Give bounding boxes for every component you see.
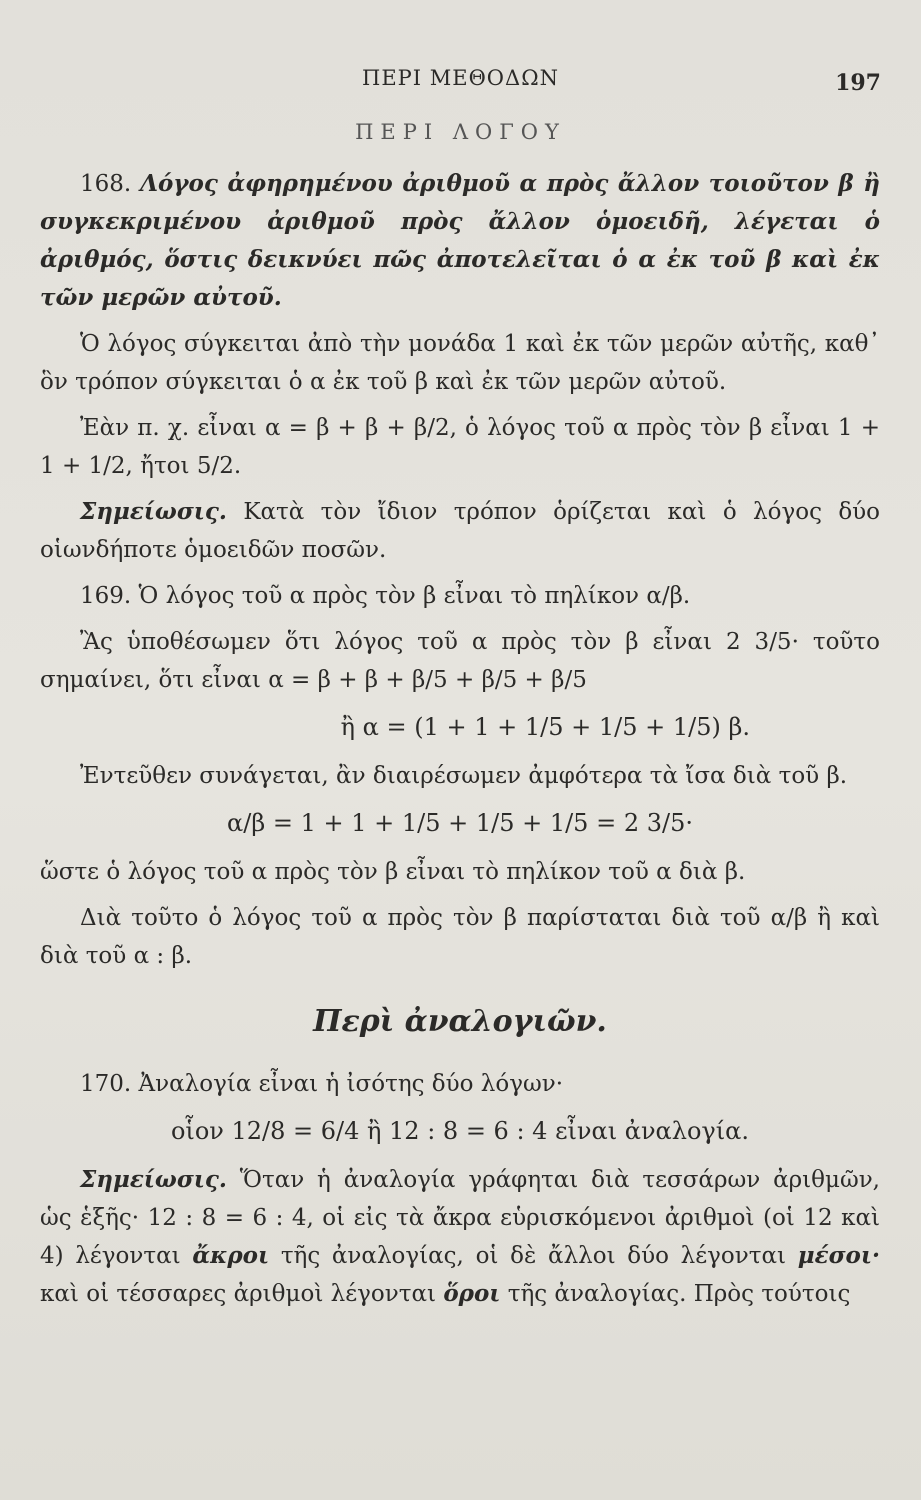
- paragraph-169-derivation: Ἐντεῦθεν συνάγεται, ἂν διαιρέσωμεν ἀμφότερα τὰ ἴσα διὰ τοῦ β.: [80, 763, 848, 789]
- paragraph-169-conclusion: ὥστε ὁ λόγος τοῦ α πρὸς τὸν β εἶναι τὸ πηλίκον τοῦ α διὰ β.: [40, 859, 746, 885]
- note-text-d: τῆς ἀναλογίας. Πρὸς τούτοις: [507, 1281, 851, 1307]
- note-label: Σημείωσις.: [80, 498, 227, 525]
- running-title: ΠΕΡΙ ΜΕΘΟΔΩΝ: [362, 66, 559, 90]
- paragraph-170-note: [40, 1161, 880, 1313]
- term-mesoi: μέσοι·: [797, 1242, 881, 1269]
- paragraph-168-definition: [40, 165, 880, 317]
- note-text-b: τῆς ἀναλογίας, οἱ δὲ ἄλλοι δύο λέγονται: [280, 1243, 787, 1269]
- section-title: ΠΕΡΙ ΛΟΓΟΥ: [355, 120, 566, 144]
- formula-ratio: α/β = 1 + 1 + 1/5 + 1/5 + 1/5 = 2 3/5·: [227, 809, 693, 837]
- definition-text: Λόγος ἀφηρημένου ἀριθμοῦ α πρὸς ἄλλον τοιοῦτον β ἢ συγκεκριμένου ἀριθμοῦ πρὸς ἄλλον ὁμοειδῆ, λέγεται ὁ ἀριθμός, ὅστις δεικνύει πῶς ἀποτελεῖται ὁ α ἐκ τοῦ β καὶ ἐκ τῶν μερῶν αὐτοῦ.: [40, 170, 881, 311]
- paragraph-170: 170. Ἀναλογία εἶναι ἡ ἰσότης δύο λόγων·: [80, 1071, 564, 1097]
- formula-proportion: οἷον 12/8 = 6/4 ἢ 12 : 8 = 6 : 4 εἶναι ἀναλογία.: [170, 1117, 749, 1145]
- note-text: Κατὰ τὸν ἴδιον τρόπον ὁρίζεται καὶ ὁ λόγος δύο οἱωνδήποτε ὁμοειδῶν ποσῶν.: [40, 499, 881, 563]
- paragraph-168-note: [40, 493, 880, 569]
- formula-alpha-expansion: ἢ α = (1 + 1 + 1/5 + 1/5 + 1/5) β.: [340, 713, 750, 741]
- page-body: [40, 165, 880, 1321]
- paragraph-number: 168.: [80, 171, 132, 197]
- term-akroi: ἄκροι: [192, 1242, 270, 1269]
- page-number: 197: [835, 70, 881, 96]
- paragraph-169-assumption: Ἂς ὑποθέσωμεν ὅτι λόγος τοῦ α πρὸς τὸν β εἶναι 2 3/5· τοῦτο σημαίνει, ὅτι εἶναι α = β + β + β/5 + β/5 + β/5: [40, 629, 880, 693]
- paragraph-168-text: Ὁ λόγος σύγκειται ἀπὸ τὴν μονάδα 1 καὶ ἐκ τῶν μερῶν αὐτῆς, καθ᾽ ὃν τρόπον σύγκειται ὁ α ἐκ τοῦ β καὶ ἐκ τῶν μερῶν αὐτοῦ.: [40, 331, 880, 395]
- paragraph-169-notation: Διὰ τοῦτο ὁ λόγος τοῦ α πρὸς τὸν β παρίσταται διὰ τοῦ α/β ἢ καὶ διὰ τοῦ α : β.: [40, 905, 880, 969]
- note-text-c: καὶ οἱ τέσσαρες ἀριθμοὶ λέγονται: [40, 1281, 436, 1307]
- note-label: Σημείωσις.: [80, 1166, 227, 1193]
- paragraph-168-example: Ἐὰν π. χ. εἶναι α = β + β + β/2, ὁ λόγος τοῦ α πρὸς τὸν β εἶναι 1 + 1 + 1/2, ἤτοι 5/2.: [40, 415, 880, 479]
- heading-analogies: Περὶ ἀναλογιῶν.: [313, 1004, 607, 1039]
- term-oroi: ὅροι: [443, 1280, 501, 1307]
- paragraph-169: 169. Ὁ λόγος τοῦ α πρὸς τὸν β εἶναι τὸ πηλίκον α/β.: [80, 583, 691, 609]
- note-text-a: Ὅταν ἡ ἀναλογία γράφηται διὰ τεσσάρων ἀριθμῶν, ὡς ἑξῆς· 12 : 8 = 6 : 4, οἱ εἰς τὰ ἄκρα εὑρισκόμενοι ἀριθμοὶ (οἱ 12 καὶ 4) λέγονται: [40, 1167, 880, 1269]
